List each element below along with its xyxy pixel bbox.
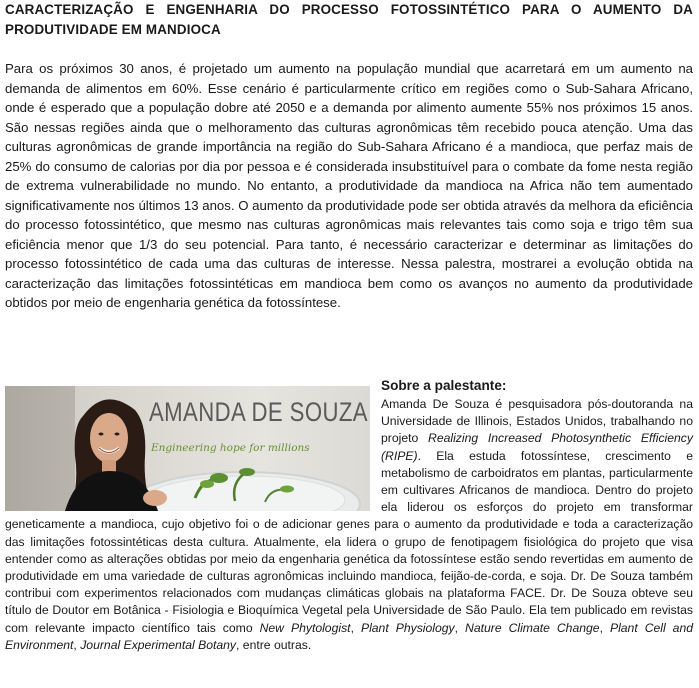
project-name: Realizing Increased Photosynthetic Efficiency (RIPE) <box>381 431 693 463</box>
speaker-bio-section <box>5 376 693 654</box>
photo-caption-tagline: Engineering hope for millions <box>151 442 310 454</box>
separator: , <box>599 620 610 635</box>
bio-text-end: , entre outras. <box>236 637 312 652</box>
speaker-photo <box>5 386 370 511</box>
journal-name: Nature Climate Change <box>465 620 600 635</box>
photo-caption-name: AMANDA DE SOUZA <box>149 397 368 427</box>
separator: , <box>454 620 466 635</box>
journal-name: Plant Physiology <box>360 620 455 635</box>
page-title: CARACTERIZAÇÃO E ENGENHARIA DO PROCESSO FOTOSSINTÉTICO PARA O AUMENTO DA PRODUTIVIDADE EM MANDIOCA <box>5 2 693 37</box>
journal-name: New Phytologist <box>259 620 351 635</box>
bio-text-part: Amanda De Souza é pesquisadora pós-doutoranda na Universidade de Illinois, Estados Unidos, trabalhando no projeto <box>381 397 693 446</box>
separator: , <box>73 637 81 652</box>
journal-name: Journal Experimental Botany <box>80 637 237 652</box>
journal-name: Plant Cell and Environment <box>5 620 694 652</box>
separator: , <box>350 620 361 635</box>
bio-heading: Sobre a palestante: <box>381 378 507 393</box>
abstract-paragraph: Para os próximos 30 anos, é projetado um aumento na população mundial que acarretará em um aumento na demanda de alimentos em 60%. Esse cenário é particularmente crítico em regiões como o Sub-Sahara Africano, onde é esperado que a população dobre até 2050 e a demanda por alimento aumente 55% nos próximos 15 anos. São nessas regiões ainda que o melhoramento das culturas agronômicas têm recebido pouca atenção. Uma das culturas agronômicas de grande importância na região do Sub-Sahara Africano é a mandioca, que perfaz mais de 25% do consumo de calorias por dia por pessoa e é considerada insubstituível para o combate da fome nesta região de extrema vulnerabilidade no mundo. No entanto, a produtividade da mandioca na Africa não tem aumentado significativamente nos últimos 13 anos. O aumento da produtividade pode ser obtida através da melhora da eficiência do processo fotossintético, que mesmo nas culturas agronômicas mais relevantes tais como soja e trigo têm sua eficiência menor que 1/3 do seu potencial. Para tanto, é necessário caracterizar e determinar as limitações do processo fotossintético de cada uma das culturas de interesse. Nessa palestra, mostrarei a evolução obtida na caracterização das limitações fotossintéticas em mandioca bem como os avanços no aumento da produtividade obtidos por meio de engenharia genética da fotossíntese. <box>5 61 693 310</box>
bio-text-part: . Ela estuda fotossíntese, crescimento e metabolismo de carboidratos em plantas, particularmente em cultivares Africanos de mandioca. Dentro do projeto ela liderou os esforços do projeto em transformar geneticamente a mandioca, cujo objetivo foi o de adicionar genes para o aumento da produtividade e toda a caracterização das limitações fotossintéticas desta cultura. Atualmente, ela lidera o grupo de fenotipagem fisiológica do projeto que visa entender como as alterações obtidas por meio da engenharia genética da fotossíntese estão sendo revertidas em aumento de produtividade em uma variedade de culturas agronômicas incluindo mandioca, feijão-de-corda, e soja. Dr. De Souza também contribui com experimentos relacionados com mudanças climáticas globais na plataforma FACE. Dr. De Souza obteve seu título de Doutor em Botânica - Fisiologia e Bioquímica Vegetal pela Universidade de São Paulo. Ela tem publicado em revistas com relevante impacto científico tais como <box>5 448 693 635</box>
